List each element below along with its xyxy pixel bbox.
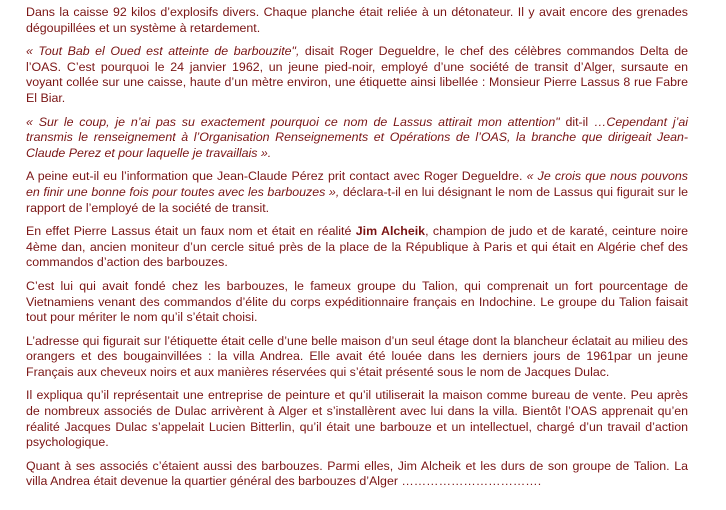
paragraph-talion: C’est lui qui avait fondé chez les barbouzes, le fameux groupe du Talion, qui comprenait un fort pourcentage de Vietnamiens venant des commandos d’élite du corps expéditionnaire français en Indochine. Le groupe du Talion faisait tout pour mériter le nom qu’il s’était choisi. <box>26 278 688 325</box>
article-body <box>26 5 688 498</box>
quote-barbouzite: « Tout Bab el Oued est atteinte de barbouzite", <box>26 44 300 59</box>
name-jim-alcheik: Jim Alcheik <box>355 224 426 239</box>
paragraph-perez-text-1: A peine eut-il eu l’information que Jean-Claude Pérez prit contact avec Roger Degueldre. <box>26 169 527 184</box>
quote-witness-2: …Cependant j’ai transmis le renseignement à l’Organisation Renseignements et Opérations de l’OAS, la branche que dirigeait Jean-Claude Perez et pour laquelle je travaillais ». <box>26 114 688 160</box>
paragraph-perez-text-2: déclara-t-il en lui désignant le nom de Lassus qui figurait sur le rapport de l’employé de la société de transit. <box>26 184 688 215</box>
quote-witness-1: « Sur le coup, je n’ai pas su exactement pourquoi ce nom de Lassus attirait mon attention" <box>26 114 560 129</box>
paragraph-associates: Quant à ses associés c’étaient aussi des barbouzes. Parmi elles, Jim Alcheik et les durs de son groupe de Talion. La villa Andrea était devenue la quartier général des barbouzes d’Alger ……………………………. <box>26 458 688 489</box>
paragraph-explosives: Dans la caisse 92 kilos d’explosifs divers. Chaque planche était reliée à un détonateur. Il y avait encore des grenades dégoupillées et un système à retardement. <box>26 5 688 35</box>
paragraph-alcheik-text-1: En effet Pierre Lassus était un faux nom et était en réalité <box>26 224 356 239</box>
quote-perez: « Je crois que nous pouvons en finir une bonne fois pour toutes avec les barbouzes », <box>26 169 688 199</box>
paragraph-degueldre-text: disait Roger Degueldre, le chef des célèbres commandos Delta de l’OAS. C’est pourquoi le 24 janvier 1962, un jeune pied-noir, employé d’une société de transit d’Alger, sursaute en voyant collée sur une caisse, haute d’un mètre environ, une étiquette ainsi libellée : Monsieur Pierre Lassus 8 rue Fabre El Biar. <box>26 44 689 105</box>
paragraph-alcheik <box>26 224 688 271</box>
paragraph-degueldre <box>26 44 688 106</box>
paragraph-witness <box>26 115 688 162</box>
paragraph-villa-andrea: L’adresse qui figurait sur l’étiquette était celle d’une belle maison d’un seul étage dont la blancheur éclatait au milieu des orangers et des bougainvillées : la villa Andrea. Elle avait été louée dans les derniers jours de 1961par un jeune Français aux cheveux noirs et aux manières réservées qui s’était présenté sous le nom de Jacques Dulac. <box>26 333 688 379</box>
paragraph-alcheik-text-2: , champion de judo et de karaté, ceinture noire 4ème dan, ancien moniteur d’un cercle situé près de la place de la République à Paris et qui était en Algérie chef des commandos d’action des barbouzes. <box>26 224 688 270</box>
paragraph-perez <box>26 169 688 216</box>
paragraph-witness-text: dit-il <box>559 114 594 129</box>
paragraph-dulac: Il expliqua qu’il représentait une entreprise de peinture et qu’il utiliserait la maison comme bureau de vente. Peu après de nombreux associés de Dulac arrivèrent à Alger et s’installèrent avec lui dans la villa. Bientôt l’OAS apprenait qu’en réalité Jacques Dulac s’appelait Lucien Bitterlin, qu’il était une barbouze et un intellectuel, chargé d’un travail d’action psychologique. <box>26 388 688 450</box>
